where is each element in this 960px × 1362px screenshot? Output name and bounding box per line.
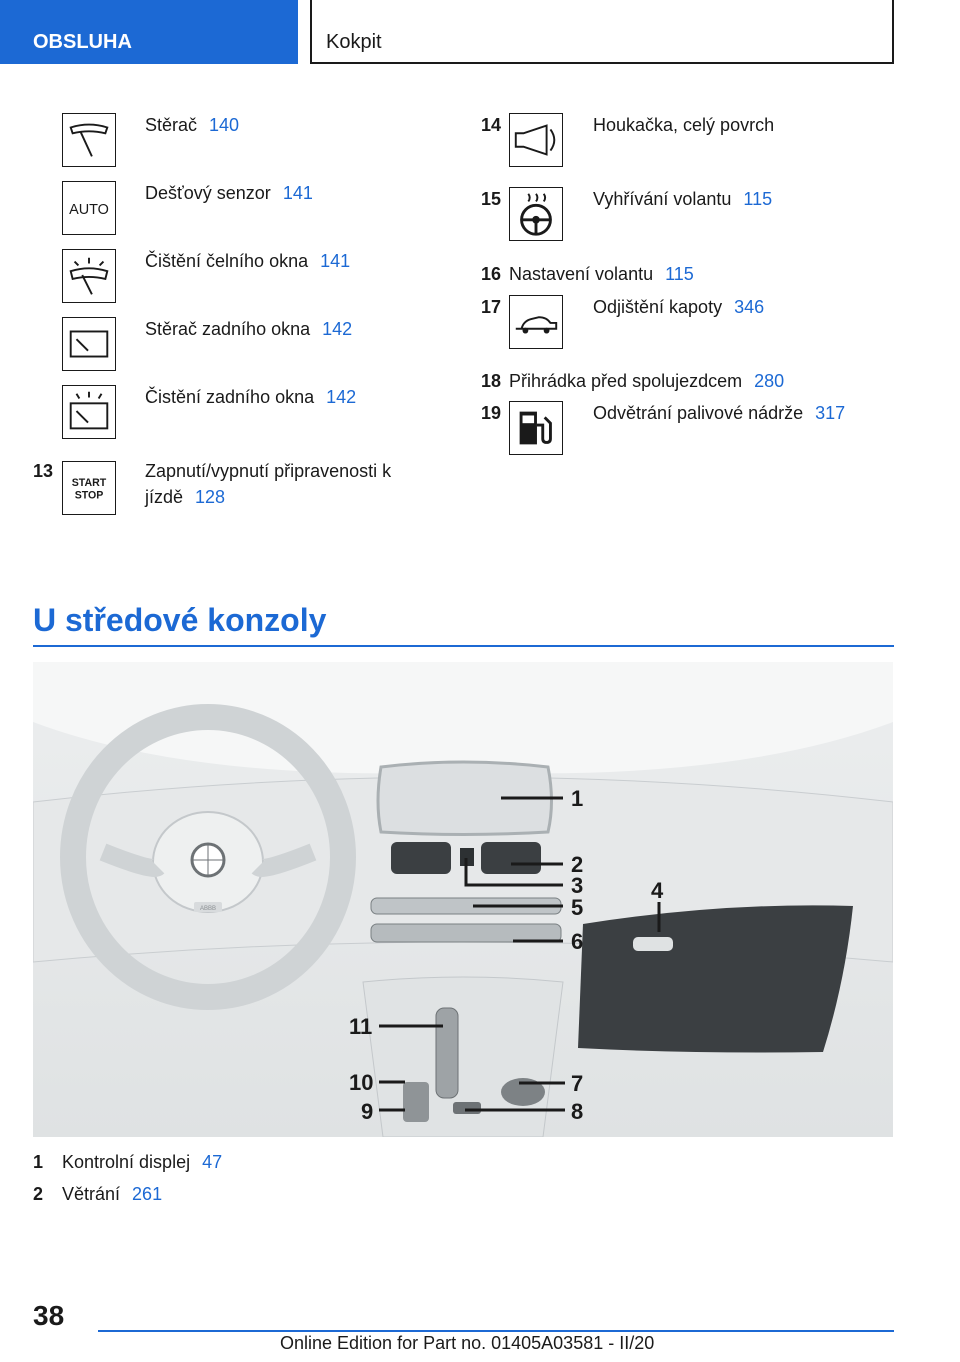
svg-text:7: 7 [571, 1071, 584, 1096]
list-item [593, 400, 845, 426]
svg-text:3: 3 [571, 873, 584, 898]
list-item [62, 1149, 222, 1175]
svg-text:ABBB: ABBB [199, 906, 217, 912]
item-label: Čistění zadního okna [145, 387, 315, 407]
rear-washer-icon [62, 385, 116, 439]
list-item [145, 384, 356, 410]
list-item [509, 368, 784, 394]
auto-icon-text: AUTO [69, 201, 109, 218]
item-label: Odvětrání palivové nádrže [593, 403, 804, 423]
section-divider [33, 645, 894, 647]
page-ref[interactable]: 261 [132, 1184, 163, 1204]
item-label: Přihrádka před spolujezdcem [509, 371, 743, 391]
chapter-title: Kokpit [310, 0, 894, 64]
item-number: 17 [481, 297, 502, 317]
page-ref[interactable]: 115 [665, 264, 694, 284]
item-label: Čištění čelního okna [145, 251, 309, 271]
item-label: Větrání [62, 1184, 121, 1204]
item-number: 16 [481, 264, 502, 284]
page-ref[interactable]: 140 [209, 115, 240, 135]
item-number: 14 [481, 115, 502, 135]
list-item [145, 180, 313, 206]
svg-text:10: 10 [349, 1070, 374, 1095]
item-label: Stěrač [145, 115, 198, 135]
page-ref[interactable]: 115 [743, 189, 773, 209]
page-ref[interactable]: 128 [195, 487, 226, 507]
list-item [145, 112, 239, 138]
svg-text:START: START [71, 477, 107, 490]
svg-text:1: 1 [571, 786, 584, 811]
svg-text:2: 2 [571, 852, 584, 877]
svg-text:8: 8 [571, 1099, 584, 1124]
steering-wheel-heating-icon [509, 187, 563, 241]
page-ref[interactable]: 346 [734, 297, 765, 317]
item-label: Houkačka, celý povrch [593, 115, 775, 135]
page-number: 38 [33, 1300, 65, 1331]
windshield-washer-icon [62, 249, 116, 303]
section-tab: OBSLUHA [0, 0, 298, 64]
page-ref[interactable]: 280 [754, 371, 785, 391]
list-item [62, 1181, 162, 1207]
hood-release-icon [509, 295, 563, 349]
page-ref[interactable]: 141 [282, 183, 313, 203]
svg-text:4: 4 [651, 878, 664, 903]
page-ref[interactable]: 142 [322, 319, 353, 339]
list-item [145, 458, 435, 510]
svg-text:9: 9 [361, 1099, 374, 1124]
svg-text:6: 6 [571, 929, 584, 954]
item-number: 19 [481, 403, 502, 423]
item-label: Zapnutí/vypnutí připravenosti k [145, 461, 392, 481]
item-number: 1 [33, 1152, 44, 1172]
item-label: Vyhřívání volantu [593, 189, 732, 209]
item-label: Stěrač zadního okna [145, 319, 311, 339]
item-number: 2 [33, 1184, 44, 1204]
svg-text:5: 5 [571, 895, 584, 920]
cockpit-illustration [33, 662, 893, 1137]
section-heading: U středové konzoly [33, 602, 327, 638]
page-ref[interactable]: 47 [202, 1152, 223, 1172]
horn-icon [509, 113, 563, 167]
list-item [593, 186, 772, 212]
page-ref[interactable]: 142 [326, 387, 357, 407]
fuel-filler-icon [509, 401, 563, 455]
page-ref[interactable]: 317 [815, 403, 846, 423]
svg-text:11: 11 [349, 1014, 373, 1039]
item-label: Nastavení volantu [509, 264, 654, 284]
item-label: Kontrolní displej [62, 1152, 191, 1172]
item-label: Dešťový senzor [145, 183, 271, 203]
auto-rain-sensor-icon [62, 181, 116, 235]
item-number: 18 [481, 371, 502, 391]
wiper-icon [62, 113, 116, 167]
list-item [145, 248, 350, 274]
svg-text:STOP: STOP [74, 489, 104, 502]
list-item [509, 261, 694, 287]
item-label: Odjištění kapoty [593, 297, 723, 317]
list-item [593, 112, 774, 138]
list-item [593, 294, 764, 320]
list-item [145, 316, 352, 342]
edition-note: Online Edition for Part no. 01405A03581 - II/20 [280, 1333, 655, 1353]
item-number: 13 [33, 461, 54, 481]
item-number: 15 [481, 189, 502, 209]
item-label: jízdě [145, 487, 184, 507]
page-ref[interactable]: 141 [320, 251, 351, 271]
start-stop-icon [62, 461, 116, 515]
rear-wiper-icon [62, 317, 116, 371]
